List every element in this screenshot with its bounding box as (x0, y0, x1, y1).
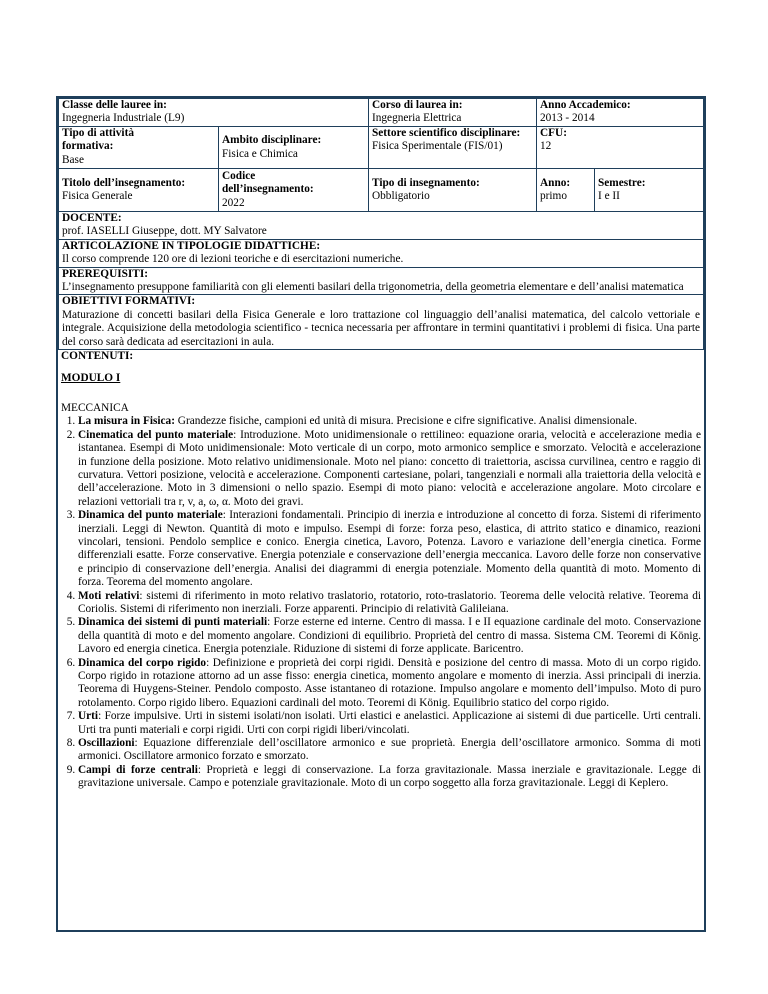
docente-label: DOCENTE: (62, 212, 122, 224)
topic-text: Grandezze fisiche, campioni ed unità di misura. Precisione e cifre significative. Analisi dimensionale. (174, 415, 638, 428)
anno-label: Anno: (540, 176, 571, 189)
semestre-cell (595, 169, 704, 212)
topic-text: : Definizione e proprietà dei corpi rigidi. Densità e posizione del centro di massa. Moto di un corpo rigido. Corpo rigido in rotazione attorno ad un asse fisso: energia cinetica, momento angolare e momento di inerzia. Assi principali di inerzia. Teorema di Huygens-Steiner. Pendolo composto. Asse istantaneo di rotazione. Impulso angolare e momento dell’impulso. Moto di puro rotolamento. Corpo rigido libero. Equazioni cardinali del moto. Teoremi di König. Equilibrio statico del corpo rigido. (78, 656, 701, 709)
docente-cell (59, 212, 704, 240)
topic-title: Moti relativi (78, 589, 140, 602)
tipo-attivita-label: Tipo di attività formativa: (62, 127, 134, 153)
classe-label: Classe delle lauree in: (62, 99, 167, 111)
anno-accademico-label: Anno Accademico: (540, 99, 631, 111)
titolo-cell (59, 169, 219, 212)
tipo-insegnamento-label: Tipo di insegnamento: (372, 176, 480, 189)
topic-title: Oscillazioni (78, 737, 135, 750)
list-item (78, 415, 701, 428)
corso-value: Ingegneria Elettrica (372, 112, 462, 125)
prerequisiti-label: PREREQUISITI: (62, 267, 149, 280)
list-item (78, 737, 701, 764)
topic-text: : Proprietà e leggi di conservazione. La forza gravitazionale. Massa inerziale e gravitazionale. Legge di gravitazione universale. Campo e potenziale gravitazionale. Moto di un corpo soggetto alla forza gravitazionale. Leggi di Keplero. (78, 763, 701, 790)
cfu-cell (537, 127, 704, 169)
obiettivi-label: OBIETTIVI FORMATIVI: (62, 295, 196, 308)
topic-text: : Introduzione. Moto unidimensionale o rettilineo: equazione oraria, velocità e accelerazione media e istantanea. Esempi di Moto unidimensionale: Moto verticale di un corpo, moto armonico semplice e smorzato. Velocità e accelerazione in funzione della posizione. Moto relativo unidimensionale. Moto nel piano: concetto di traiettoria, ascissa curvilinea, centro e raggio di curvatura. Vettori posizione, velocità e accelerazione. Componenti cartesiane, polari, tangenziali e normali alla traiettoria della velocità e dell’accelerazione. Moto in 3 dimensioni o nello spazio. Esempi di moto piano: velocità e accelerazione angolare. Moto circolare e relazioni vettoriali tra r, v, a, ω, α. Moto dei gravi. (78, 428, 701, 508)
articolazione-cell (59, 239, 704, 267)
contenuti-label: CONTENUTI: (61, 350, 134, 363)
module-title: MODULO I (61, 372, 121, 385)
corso-cell (369, 99, 537, 127)
anno-accademico-cell (537, 99, 704, 127)
topic-text: : Interazioni fondamentali. Principio di inerzia e introduzione al concetto di forza. Sistemi di riferimento inerziali. Leggi di Newton. Quantità di moto e impulso. Esempi di forze: forza peso, elastica, di attrito statico e dinamico, reazioni vincolari, tensioni. Pendolo semplice e conico. Energia cinetica, Lavoro, Potenza. Lavoro e variazione dell’energia cinetica. Forme differenziali esatte. Forze conservative. Energia potenziale e conservazione dell’energia meccanica. Lavoro delle forze non conservative e principio di conservazione dell’energia. Analisi dei diagrammi di energia potenziale. Momento della quantità di moto. Momento di forza. Teorema del momento angolare. (78, 509, 701, 589)
topic-title: Urti (78, 710, 99, 723)
anno-value: primo (540, 190, 567, 202)
titolo-label: Titolo dell’insegnamento: (62, 176, 186, 189)
semestre-value: I e II (598, 190, 620, 202)
codice-value: 2022 (222, 196, 245, 209)
topic-text: : Forze impulsive. Urti in sistemi isolati/non isolati. Urti elastici e anelastici. Applicazione ai sistemi di due particelle. Urti centrali. Urti tra punti materiali e corpi rigidi. Urti con corpi rigidi liberi/vincolati. (78, 710, 701, 736)
ambito-label: Ambito disciplinare: (222, 134, 322, 147)
list-item (78, 590, 701, 617)
codice-cell (219, 169, 369, 212)
topic-title: Dinamica del punto materiale (78, 509, 223, 522)
contenuti-section (58, 350, 704, 791)
course-info-table (58, 98, 704, 350)
course-sheet (56, 96, 706, 932)
corso-label: Corso di laurea in: (372, 99, 463, 111)
tipo-attivita-cell (59, 127, 219, 169)
list-item (78, 616, 701, 656)
settore-label: Settore scientifico disciplinare: (372, 127, 521, 139)
list-item (78, 429, 701, 509)
tipo-attivita-value: Base (62, 153, 84, 166)
topic-text: : sistemi di riferimento in moto relativo traslatorio, rotatorio, roto-traslatorio. Teorema delle velocità relative. Teorema di Coriolis. Sistemi di riferimento non inerziali. Forze apparenti. Principio di relatività Galileiana. (78, 589, 701, 615)
prerequisiti-value: L’insegnamento presuppone familiarità con gli elementi basilari della trigonometria, della geometria elementare e dell’analisi matematica (62, 281, 684, 294)
ambito-value: Fisica e Chimica (222, 147, 298, 160)
obiettivi-value: Maturazione di concetti basilari della Fisica Generale e loro trattazione col linguaggio dell’analisi matematica, del calcolo vettoriale e integrale. Acquisizione della metodologia scientifico - tecnica necessaria per affrontare in termini quantitativi i problemi di fisica. Una parte del corso sarà dedicata ad esercitazioni in aula. (62, 308, 700, 348)
anno-cell (537, 169, 595, 212)
semestre-label: Semestre: (598, 176, 646, 189)
list-item (78, 710, 701, 737)
tipo-insegnamento-cell (369, 169, 537, 212)
section-title: MECCANICA (61, 401, 129, 414)
anno-accademico-value: 2013 - 2014 (540, 112, 595, 125)
tipo-insegnamento-value: Obbligatorio (372, 190, 430, 202)
list-item (78, 764, 701, 791)
docente-value: prof. IASELLI Giuseppe, dott. MY Salvatore (62, 225, 267, 238)
articolazione-label: ARTICOLAZIONE IN TIPOLOGIE DIDATTICHE: (62, 239, 321, 252)
prerequisiti-cell (59, 267, 704, 295)
topic-title: Dinamica dei sistemi di punti materiali (78, 616, 268, 629)
topic-title: Dinamica del corpo rigido (78, 656, 207, 669)
topics-list (61, 415, 701, 790)
titolo-value: Fisica Generale (62, 190, 133, 202)
ambito-cell (219, 127, 369, 169)
classe-cell (59, 99, 369, 127)
list-item (78, 509, 701, 589)
cfu-value: 12 (540, 140, 552, 153)
codice-label: Codice dell’insegnamento: (222, 169, 314, 196)
topic-title: Campi di forze centrali (78, 763, 198, 776)
topic-text: : Forze esterne ed interne. Centro di massa. I e II equazione cardinale del moto. Conservazione della quantità di moto e del momento angolare. Condizioni di equilibrio. Proprietà del centro di massa. Sistema CM. Teoremi di König. Lavoro ed energia cinetica. Energia potenziale. Riduzione di sistemi di forze applicate. Baricentro. (78, 616, 701, 656)
settore-cell (369, 127, 537, 169)
topic-title: La misura in Fisica: (78, 415, 175, 428)
obiettivi-cell (59, 295, 704, 350)
articolazione-value: Il corso comprende 120 ore di lezioni teoriche e di esercitazioni numeriche. (62, 253, 404, 266)
list-item (78, 657, 701, 711)
topic-text: : Equazione differenziale dell’oscillatore armonico e sue proprietà. Energia dell’oscillatore armonico. Somma di moti armonici. Oscillatore armonico forzato e smorzato. (78, 737, 701, 763)
settore-value: Fisica Sperimentale (FIS/01) (372, 140, 503, 153)
classe-value: Ingegneria Industriale (L9) (62, 112, 185, 125)
cfu-label: CFU: (540, 127, 567, 139)
topic-title: Cinematica del punto materiale (78, 428, 234, 441)
